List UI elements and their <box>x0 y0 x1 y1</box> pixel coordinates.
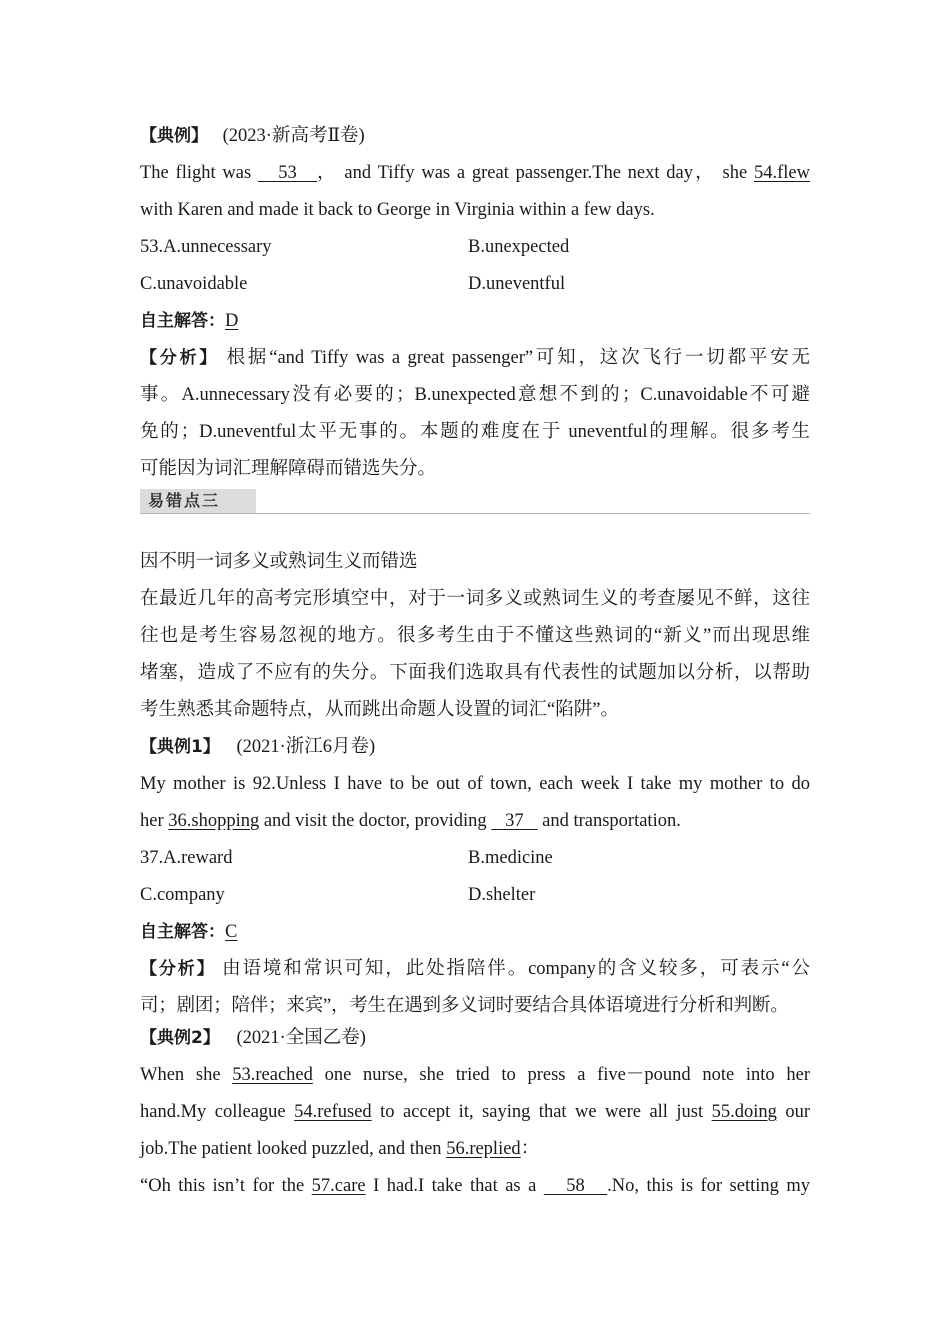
analysis-line: 【分析】 根据“and Tiffy was a great passenger”可知，这次飞行一切都平安无 <box>140 348 810 368</box>
passage-line: My mother is 92.Unless I have to be out of town, each week I take my mother to do <box>140 774 810 794</box>
analysis-line: 免的；D.uneventful太平无事的。本题的难度在于 uneventful的理解。很多考生 <box>140 422 810 442</box>
blank-53: 53 <box>257 163 318 183</box>
underlined-word: 56.replied <box>446 1139 521 1159</box>
option-b: B.unexpected <box>468 237 570 257</box>
analysis-line: 司；剧团；陪伴；来宾”，考生在遇到多义词时要结合具体语境进行分析和判断。 <box>140 996 789 1016</box>
passage-line: “Oh this isn’t for the 57.care I had.I take that as a 58 .No, this is for setting my <box>140 1176 810 1196</box>
answer-line <box>140 303 810 340</box>
example-1-heading <box>140 118 810 155</box>
passage-line: The flight was 53 ， and Tiffy was a great passenger.The next day， she 54.flew <box>140 163 810 183</box>
analysis-tag: 【分析】 <box>140 348 220 368</box>
example-source: (2023·新高考Ⅱ卷) <box>222 126 365 146</box>
section-title: 因不明一词多义或熟词生义而错选 <box>140 552 418 572</box>
option-a: 37.A.reward <box>140 848 233 868</box>
analysis-line: 【分析】 由语境和常识可知，此处指陪伴。company的含义较多，可表示“公 <box>140 959 810 979</box>
option-d: D.uneventful <box>468 274 566 294</box>
analysis-tag: 【分析】 <box>140 959 216 979</box>
example-3 <box>140 1020 810 1205</box>
underlined-word: 54.flew <box>754 163 810 183</box>
option-d: D.shelter <box>468 885 536 905</box>
underlined-word: 53.reached <box>232 1065 313 1085</box>
passage-line: her 36.shopping and visit the doctor, providing 37 and transportation. <box>140 811 681 831</box>
example-tag: 【典例2】 <box>140 1028 220 1048</box>
example-source: (2021·全国乙卷) <box>236 1028 366 1048</box>
section-intro <box>140 544 810 729</box>
intro-line: 在最近几年的高考完形填空中，对于一词多义或熟词生义的考查屡见不鲜，这往 <box>140 589 810 609</box>
section-header <box>140 489 810 515</box>
option-a: 53.A.unnecessary <box>140 237 272 257</box>
option-b: B.medicine <box>468 848 553 868</box>
intro-line: 往也是考生容易忽视的地方。很多考生由于不懂这些熟词的“新义”而出现思维 <box>140 626 810 646</box>
answer-label: 自主解答： <box>140 311 225 331</box>
blank-37: 37 <box>491 811 538 831</box>
options-row <box>140 877 810 914</box>
underlined-word: 36.shopping <box>168 811 260 831</box>
section-tag: 易错点三 <box>140 489 256 513</box>
intro-line: 考生熟悉其命题特点，从而跳出命题人设置的词汇“陷阱”。 <box>140 700 619 720</box>
example-3-heading <box>140 1020 810 1057</box>
passage-line: with Karen and made it back to George in Virginia within a few days. <box>140 200 655 220</box>
underlined-word: 54.refused <box>294 1102 372 1122</box>
options-row <box>140 229 810 266</box>
options-row <box>140 266 810 303</box>
underlined-word: 55.doing <box>711 1102 777 1122</box>
example-2 <box>140 729 810 1025</box>
blank-58: 58 <box>543 1176 608 1196</box>
intro-line: 堵塞，造成了不应有的失分。下面我们选取具有代表性的试题加以分析，以帮助 <box>140 663 810 683</box>
passage-line: hand.My colleague 54.refused to accept it, saying that we were all just 55.doing our <box>140 1102 810 1122</box>
analysis-line: 事。A.unnecessary没有必要的；B.unexpected意想不到的；C.unavoidable不可避 <box>140 385 810 405</box>
answer-line <box>140 914 810 951</box>
section-divider <box>140 513 810 514</box>
example-2-heading <box>140 729 810 766</box>
options-row <box>140 840 810 877</box>
answer-label: 自主解答： <box>140 922 225 942</box>
passage-line: When she 53.reached one nurse, she tried to press a five－pound note into her <box>140 1065 810 1085</box>
analysis-line: 可能因为词汇理解障碍而错选失分。 <box>140 459 437 479</box>
passage-line: job.The patient looked puzzled, and then 56.replied： <box>140 1139 540 1159</box>
answer-value: C <box>225 922 238 942</box>
example-1 <box>140 118 810 488</box>
option-c: C.unavoidable <box>140 274 248 294</box>
option-c: C.company <box>140 885 225 905</box>
answer-value: D <box>225 311 239 331</box>
example-tag: 【典例1】 <box>140 737 220 757</box>
example-source: (2021·浙江6月卷) <box>236 737 376 757</box>
example-tag: 【典例】 <box>140 126 208 146</box>
underlined-word: 57.care <box>311 1176 366 1196</box>
